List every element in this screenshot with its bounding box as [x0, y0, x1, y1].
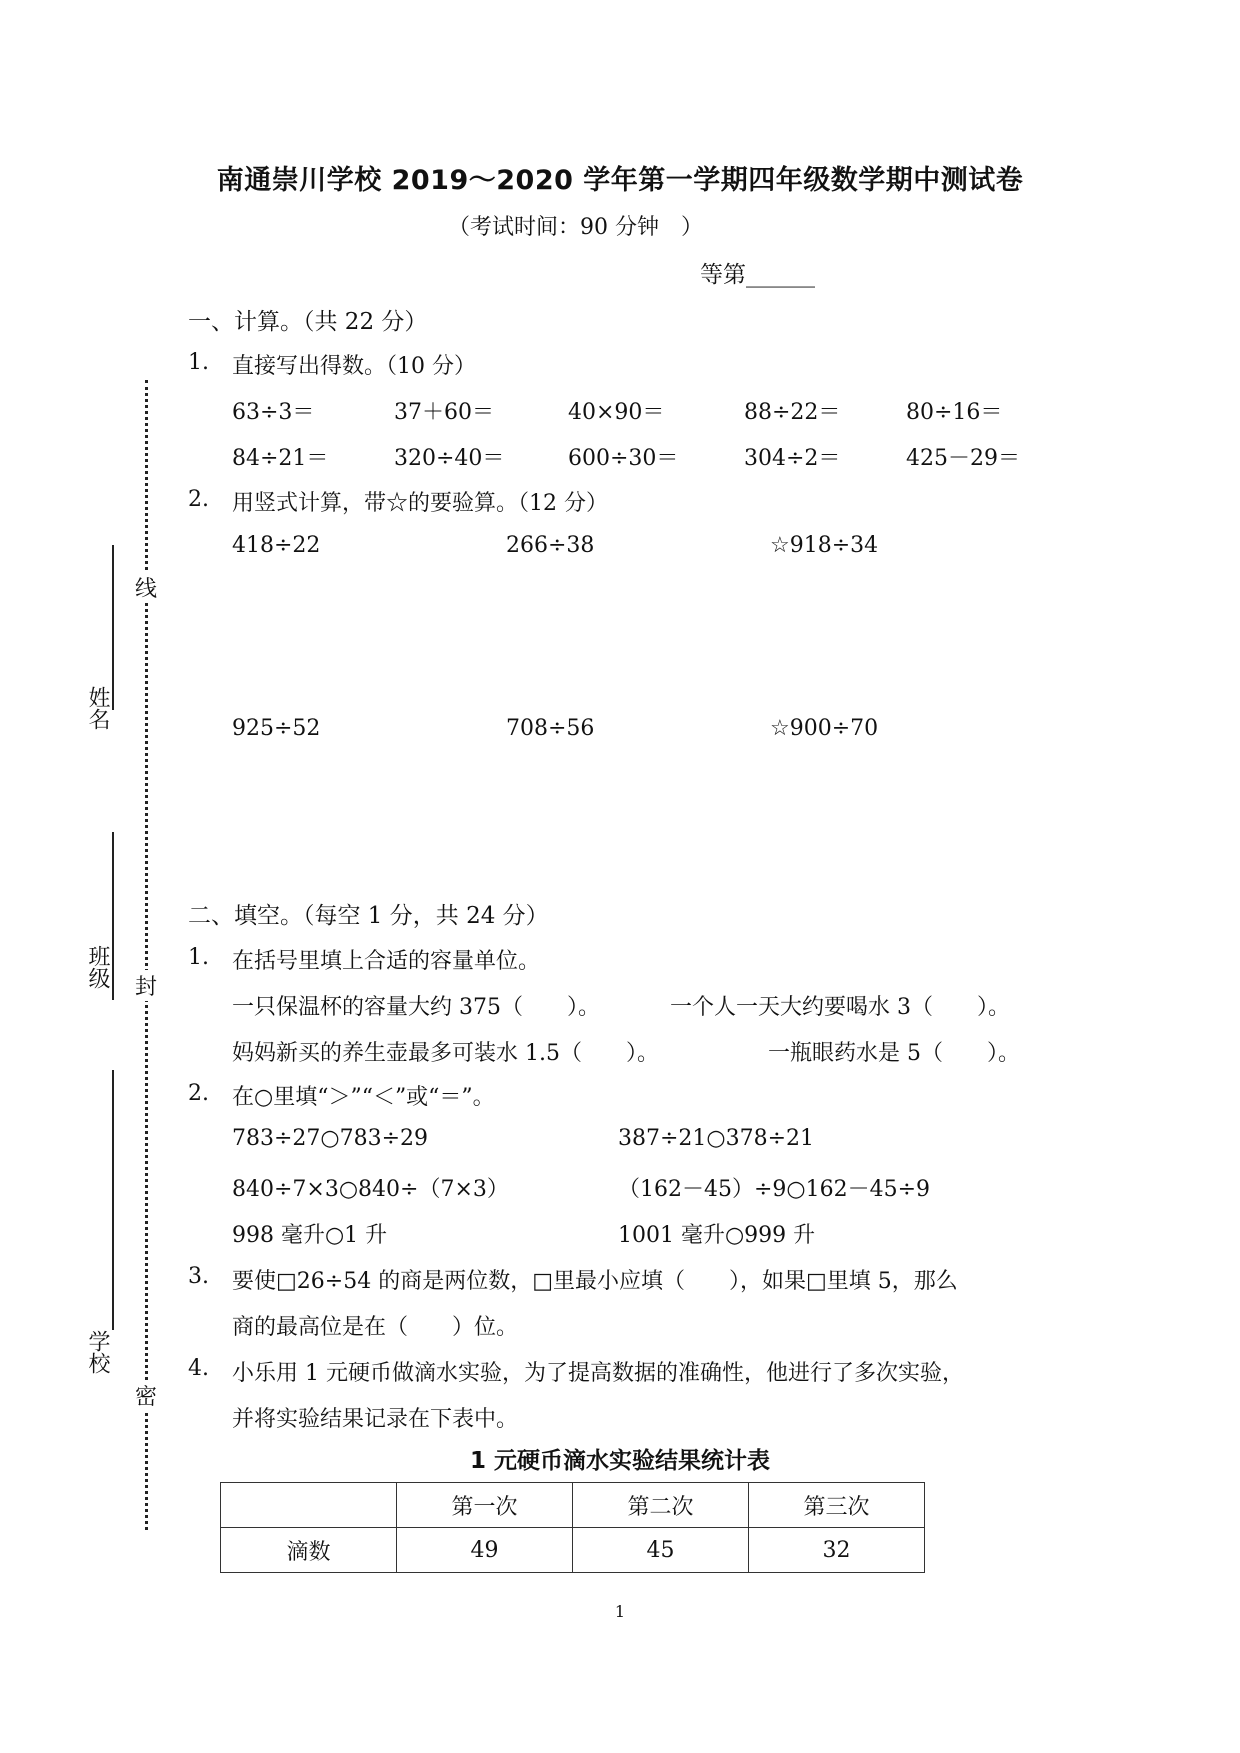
s1-q1-number: 1.: [188, 350, 209, 375]
s2-q1-text: 在括号里填上合适的容量单位。: [232, 949, 541, 974]
line-char: 线: [126, 572, 166, 603]
oral-item: 80÷16＝: [906, 400, 1003, 425]
oral-item: 304÷2＝: [744, 446, 841, 471]
compare-item[interactable]: 998 毫升○1 升: [232, 1223, 388, 1248]
table-header-row: [221, 1483, 925, 1528]
binding-dotted-line: [145, 380, 148, 1530]
compare-item[interactable]: 783÷27○783÷29: [232, 1126, 429, 1151]
compare-item[interactable]: 1001 毫升○999 升: [618, 1223, 816, 1248]
oral-item: 88÷22＝: [744, 400, 841, 425]
vertical-calc-item: 925÷52: [232, 716, 321, 741]
drip-results-table: [220, 1482, 925, 1573]
compare-item[interactable]: 387÷21○378÷21: [618, 1126, 815, 1151]
s1-q2-number: 2.: [188, 487, 209, 512]
table-header-cell: 第三次: [749, 1483, 925, 1528]
s2-q1-number: 1.: [188, 945, 209, 970]
fill-blank[interactable]: 一瓶眼药水是 5（ ）。: [768, 1041, 1020, 1066]
name-label: 姓名: [85, 686, 110, 730]
oral-item: 37＋60＝: [394, 400, 494, 425]
compare-item[interactable]: （162－45）÷9○162－45÷9: [618, 1177, 931, 1202]
name-underline: [112, 545, 114, 710]
table-cell: 32: [749, 1528, 925, 1573]
fill-blank[interactable]: 妈妈新买的养生壶最多可装水 1.5（ ）。: [232, 1041, 659, 1066]
s2-q2-text: 在○里填“＞”“＜”或“＝”。: [232, 1085, 495, 1110]
vertical-calc-item: 266÷38: [506, 533, 595, 558]
vertical-calc-item: ☆918÷34: [770, 533, 879, 558]
compare-item[interactable]: 840÷7×3○840÷（7×3）: [232, 1177, 509, 1202]
oral-item: 425－29＝: [906, 446, 1020, 471]
exam-time: （考试时间：90 分钟 ）: [448, 215, 703, 240]
s2-q4-line2: 并将实验结果记录在下表中。: [232, 1407, 519, 1432]
s2-q3-line1[interactable]: 要使□26÷54 的商是两位数，□里最小应填（ ），如果□里填 5，那么: [232, 1269, 958, 1294]
s2-q3-number: 3.: [188, 1264, 209, 1289]
oral-item: 63÷3＝: [232, 400, 315, 425]
table-header-cell: 第一次: [397, 1483, 573, 1528]
fill-blank[interactable]: 一个人一天大约要喝水 3（ ）。: [670, 995, 1010, 1020]
seal-char: 封: [126, 970, 166, 1001]
s2-q3-line2[interactable]: 商的最高位是在（ ）位。: [232, 1315, 519, 1340]
vertical-calc-item: ☆900÷70: [770, 716, 879, 741]
oral-item: 600÷30＝: [568, 446, 679, 471]
table-cell: 45: [573, 1528, 749, 1573]
table-row: [221, 1528, 925, 1573]
table-cell: 49: [397, 1528, 573, 1573]
s2-q2-number: 2.: [188, 1081, 209, 1106]
class-label: 班级: [85, 945, 110, 989]
page-title: 南通崇川学校 2019～2020 学年第一学期四年级数学期中测试卷: [216, 165, 1024, 196]
oral-item: 40×90＝: [568, 400, 665, 425]
vertical-calc-item: 708÷56: [506, 716, 595, 741]
page-number: 1: [614, 1602, 626, 1621]
row-label: 滴数: [221, 1528, 397, 1573]
oral-item: 320÷40＝: [394, 446, 505, 471]
s2-q4-line1: 小乐用 1 元硬币做滴水实验，为了提高数据的准确性，他进行了多次实验，: [232, 1361, 964, 1386]
table-header-cell: [221, 1483, 397, 1528]
section2-heading: 二、填空。（每空 1 分，共 24 分）: [188, 903, 549, 929]
table-title: 1 元硬币滴水实验结果统计表: [469, 1448, 770, 1474]
s1-q1-text: 直接写出得数。（10 分）: [232, 354, 476, 379]
table-header-cell: 第二次: [573, 1483, 749, 1528]
fill-blank[interactable]: 一只保温杯的容量大约 375（ ）。: [232, 995, 600, 1020]
s1-q2-text: 用竖式计算，带☆的要验算。（12 分）: [232, 491, 608, 516]
school-underline: [112, 1070, 114, 1330]
class-underline: [112, 832, 114, 1000]
secret-char: 密: [126, 1380, 166, 1411]
school-label: 学校: [85, 1330, 110, 1374]
oral-item: 84÷21＝: [232, 446, 329, 471]
section1-heading: 一、计算。（共 22 分）: [188, 309, 428, 335]
vertical-calc-item: 418÷22: [232, 533, 321, 558]
grade-field[interactable]: 等第______: [700, 262, 815, 288]
s2-q4-number: 4.: [188, 1356, 209, 1381]
